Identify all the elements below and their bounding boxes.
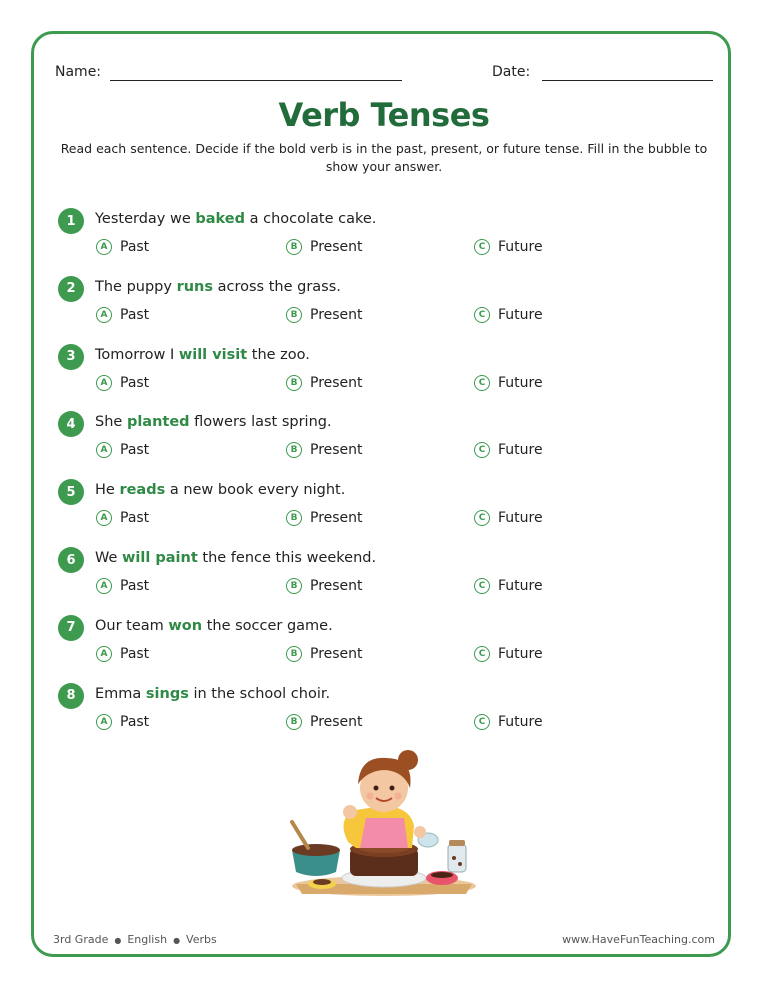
answer-bubble-icon[interactable]: A: [96, 307, 112, 323]
answer-label: Past: [120, 510, 150, 527]
answer-bubble-icon[interactable]: A: [96, 714, 112, 730]
bullet-icon: ●: [173, 935, 181, 945]
girl-baking-cake-illustration: [286, 748, 482, 900]
question-sentence: [95, 279, 341, 295]
answer-option-past[interactable]: [96, 578, 149, 594]
answer-label: Future: [498, 306, 543, 323]
bold-verb: reads: [119, 482, 166, 499]
question-item: [58, 344, 718, 400]
answer-option-past[interactable]: [96, 714, 149, 730]
question-sentence: [95, 618, 333, 634]
question-item: [58, 411, 718, 467]
answer-label: Past: [120, 645, 150, 662]
date-label: Date:: [492, 64, 531, 80]
sentence-after: the zoo.: [247, 346, 310, 363]
answer-label: Past: [120, 578, 150, 594]
bold-verb: baked: [195, 211, 246, 227]
answer-bubble-icon[interactable]: C: [474, 510, 490, 526]
answer-bubble-icon[interactable]: A: [96, 646, 112, 662]
answer-label: Future: [498, 645, 543, 662]
answer-bubble-icon[interactable]: A: [96, 442, 112, 458]
footer-website[interactable]: www.HaveFunTeaching.com: [562, 933, 715, 946]
answer-bubble-icon[interactable]: B: [286, 307, 302, 323]
answer-option-future[interactable]: [474, 646, 543, 662]
sentence-before: He: [95, 482, 120, 499]
answer-label: Past: [120, 306, 150, 323]
question-number: 7: [58, 615, 84, 641]
answer-label: Present: [310, 239, 363, 255]
question-number: 2: [58, 276, 84, 302]
answer-option-past[interactable]: [96, 375, 149, 391]
date-line: [542, 80, 713, 81]
answer-label: Present: [310, 713, 363, 730]
bold-verb: runs: [176, 278, 214, 295]
answer-label: Future: [498, 713, 543, 730]
answer-bubble-icon[interactable]: A: [96, 375, 112, 391]
answer-bubble-icon[interactable]: B: [286, 646, 302, 662]
sentence-after: flowers last spring.: [189, 414, 332, 431]
answer-bubble-icon[interactable]: C: [474, 442, 490, 458]
answer-option-past[interactable]: [96, 307, 149, 323]
sentence-after: the fence this weekend.: [197, 550, 377, 566]
answer-option-future[interactable]: [474, 510, 543, 526]
answer-option-future[interactable]: [474, 375, 543, 391]
answer-bubble-icon[interactable]: A: [96, 510, 112, 526]
bullet-icon: ●: [114, 935, 122, 945]
answer-bubble-icon[interactable]: B: [286, 578, 302, 594]
answer-bubble-icon[interactable]: B: [286, 714, 302, 730]
answer-label: Past: [120, 442, 150, 459]
answer-label: Future: [498, 442, 543, 459]
sentence-after: a chocolate cake.: [245, 211, 377, 227]
answer-option-past[interactable]: [96, 510, 149, 526]
answer-label: Present: [310, 442, 363, 459]
question-item: [58, 208, 718, 264]
question-item: [58, 547, 718, 603]
question-number: 3: [58, 344, 84, 370]
name-field[interactable]: [55, 64, 101, 80]
footer-tags: [53, 933, 217, 946]
answer-option-future[interactable]: [474, 442, 543, 458]
question-sentence: [95, 414, 332, 430]
sentence-after: in the school choir.: [188, 685, 331, 702]
question-item: [58, 479, 718, 535]
question-number: 4: [58, 411, 84, 437]
answer-bubble-icon[interactable]: C: [474, 646, 490, 662]
answer-option-present[interactable]: [286, 510, 363, 526]
footer-grade: 3rd Grade: [53, 933, 109, 946]
answer-option-present[interactable]: [286, 375, 363, 391]
question-sentence: [95, 686, 330, 702]
name-line: [110, 80, 402, 81]
bold-verb: won: [168, 617, 203, 634]
answer-bubble-icon[interactable]: C: [474, 375, 490, 391]
answer-bubble-icon[interactable]: B: [286, 510, 302, 526]
answer-option-future[interactable]: [474, 239, 543, 255]
sentence-before: She: [95, 414, 127, 431]
footer-topic: Verbs: [186, 933, 217, 946]
answer-option-present[interactable]: [286, 442, 363, 458]
sentence-before: Our team: [95, 617, 169, 634]
bold-verb: will paint: [122, 550, 198, 566]
answer-bubble-icon[interactable]: A: [96, 578, 112, 594]
sentence-after: the soccer game.: [202, 617, 333, 634]
sentence-before: We: [95, 550, 123, 566]
bold-verb: will visit: [178, 346, 248, 363]
answer-label: Present: [310, 645, 363, 662]
answer-label: Future: [498, 239, 543, 255]
answer-label: Present: [310, 578, 363, 594]
answer-option-present[interactable]: [286, 714, 363, 730]
answer-bubble-icon[interactable]: B: [286, 442, 302, 458]
answer-bubble-icon[interactable]: B: [286, 375, 302, 391]
answer-label: Future: [498, 510, 543, 527]
answer-label: Present: [310, 306, 363, 323]
sentence-before: Tomorrow I: [95, 346, 179, 363]
answer-option-future[interactable]: [474, 307, 543, 323]
answer-bubble-icon[interactable]: A: [96, 239, 112, 255]
answer-bubble-icon[interactable]: C: [474, 714, 490, 730]
answer-option-present[interactable]: [286, 307, 363, 323]
answer-label: Present: [310, 510, 363, 527]
page-title: Verb Tenses: [278, 96, 490, 134]
question-sentence: [95, 550, 376, 566]
bold-verb: sings: [145, 685, 189, 702]
name-label: Name:: [55, 64, 102, 80]
sentence-after: across the grass.: [213, 278, 341, 295]
question-sentence: [95, 482, 345, 498]
answer-bubble-icon[interactable]: C: [474, 307, 490, 323]
question-number: 8: [58, 683, 84, 709]
answer-option-past[interactable]: [96, 442, 149, 458]
question-sentence: [95, 211, 376, 227]
answer-label: Past: [120, 374, 150, 391]
question-number: 1: [58, 208, 84, 234]
question-item: [58, 683, 718, 739]
answer-option-future[interactable]: [474, 714, 543, 730]
answer-label: Future: [498, 374, 543, 391]
instructions: Read each sentence. Decide if the bold verb is in the past, present, or future tense. Fill in the bubble to show your answer.: [60, 141, 708, 174]
sentence-before: Yesterday we: [95, 211, 196, 227]
answer-bubble-icon[interactable]: C: [474, 578, 490, 594]
question-number: 5: [58, 479, 84, 505]
answer-option-past[interactable]: [96, 646, 149, 662]
answer-bubble-icon[interactable]: B: [286, 239, 302, 255]
answer-label: Future: [498, 578, 543, 594]
question-item: [58, 276, 718, 332]
question-item: [58, 615, 718, 671]
answer-option-present[interactable]: [286, 239, 363, 255]
answer-label: Past: [120, 713, 150, 730]
bold-verb: planted: [126, 414, 190, 431]
answer-label: Past: [120, 239, 150, 255]
answer-option-past[interactable]: [96, 239, 149, 255]
answer-option-present[interactable]: [286, 646, 363, 662]
date-field[interactable]: [492, 64, 530, 80]
sentence-before: The puppy: [95, 278, 177, 295]
question-sentence: [95, 347, 310, 363]
sentence-after: a new book every night.: [165, 482, 346, 499]
question-number: 6: [58, 547, 84, 573]
answer-label: Present: [310, 374, 363, 391]
answer-option-present[interactable]: [286, 578, 363, 594]
answer-option-future[interactable]: [474, 578, 543, 594]
sentence-before: Emma: [95, 685, 146, 702]
answer-bubble-icon[interactable]: C: [474, 239, 490, 255]
footer-subject: English: [127, 933, 168, 946]
